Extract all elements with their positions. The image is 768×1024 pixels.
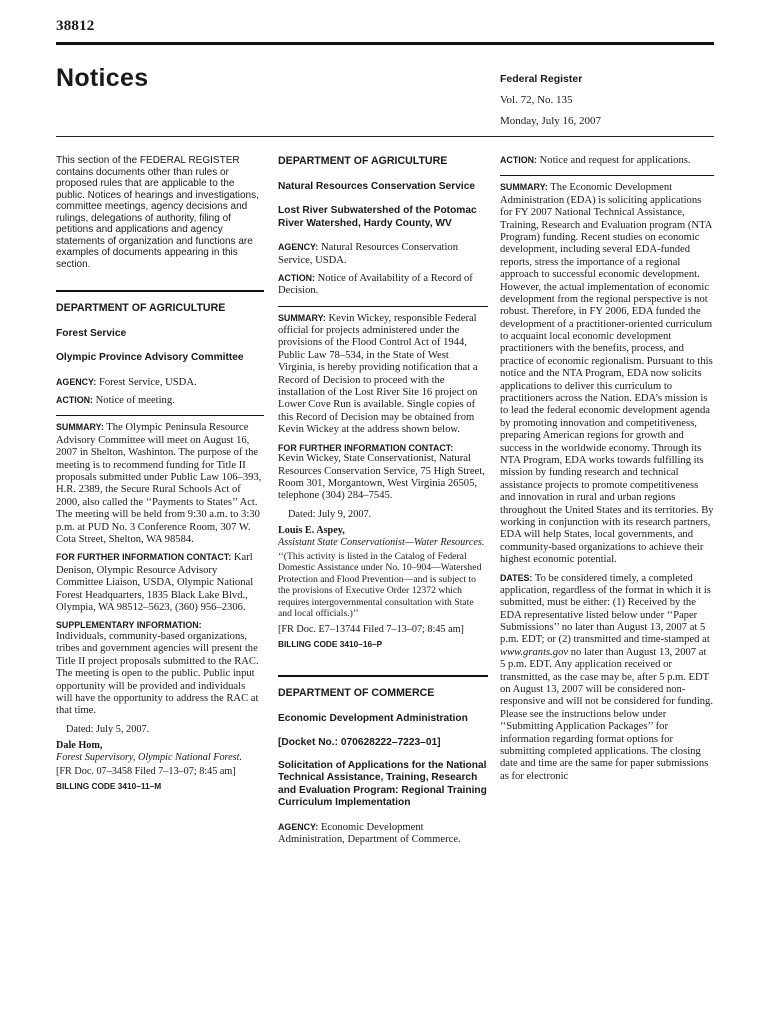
notice2-summary (278, 313, 488, 437)
notice1-billing-code: BILLING CODE 3410–11–M (56, 781, 162, 792)
page-number: 38812 (56, 18, 95, 34)
agency-text: Economic Development Administration, Department of Commerce. (278, 821, 461, 846)
agency-label: AGENCY: (56, 376, 97, 387)
section-title: Notices (56, 64, 149, 92)
notice2-fr-doc: [FR Doc. E7–13744 Filed 7–13–07; 8:45 am] (278, 623, 464, 635)
dates-text-a: To be considered timely, a completed application, regardless of the format in which it is submitted, must be either: (1) Received by the EDA representative listed below under ‘‘Paper Submissions’’ no later than August 13, 2007 at 5 p.m. EDT; or (2) transmitted and time-stamped at (500, 572, 711, 646)
notice2-action (278, 273, 488, 298)
notice3-department: DEPARTMENT OF COMMERCE (278, 686, 435, 699)
dates-text-b: no later than August 13, 2007 at 5 p.m. EDT. Any application received or transmitted, as the case may be, after 5 p.m. EDT on August 13, 2007 will be considered non-responsive and will not be considered for funding. Please see the instructions below under ‘‘Submitting Application Packages’’ for information regarding format options for submitting completed applications. The closing date and time are the same for paper submissions as for electronic (500, 646, 714, 782)
agency-text: Forest Service, USDA. (98, 376, 197, 388)
notice1-divider (56, 415, 264, 416)
section-intro: This section of the FEDERAL REGISTER contains documents other than rules or proposed rules that are applicable to the public. Notices of hearings and investigations, committee meetings, agency decisions and rulings, delegations of authority, filing of petitions and applications and agency statements of organization and functions are examples of documents appearing in this section. (56, 155, 259, 270)
agency-label: AGENCY: (278, 242, 319, 253)
action-label: ACTION: (500, 155, 537, 165)
notice3-summary (500, 182, 714, 566)
notice1-agency (56, 377, 264, 389)
summary-text: The Olympic Peninsula Resource Advisory Committee will meet on August 16, 2007 in Shelton, Washinton. The purpose of the meeting is to recommend funding for Title II proposals submitted under Public Law 106–393, H.R. 2389, the Secure Rural Schools Act of 2000, also called the ‘‘Payments to States’’ Act. The meeting will be held from 9:30 a.m. to 3:30 p.m. at PUD No. 3 Conference Room, 307 W. Cota Street, Shelton, WA 98584. (56, 422, 262, 545)
notice2-catalog-note: ‘‘(This activity is listed in the Catalog of Federal Domestic Assistance under No. 10–904—Watershed Protection and Flood Prevention—and is subject to the provisions of Executive Order 12372 which requires intergovernmental consultation with State and local officials.)’’ (278, 550, 482, 620)
summary-label: SUMMARY: (56, 422, 104, 433)
notice2-contact-text: Kevin Wickey, State Conservationist, Natural Resources Conservation Service, 75 High Street, Room 301, Morgantown, West Virginia 26505, telephone (304) 284–7545. (278, 453, 485, 502)
action-label: ACTION: (278, 272, 315, 283)
action-label: ACTION: (56, 395, 93, 406)
masthead-info (500, 73, 720, 136)
publication-name: Federal Register (500, 73, 583, 85)
notice1-subject: Olympic Province Advisory Committee (56, 352, 244, 364)
column-3 (500, 155, 714, 1024)
notice1-sub-agency: Forest Service (56, 328, 127, 339)
section-divider (56, 290, 264, 292)
action-text: Notice and request for applications. (539, 155, 691, 166)
notice3-action (500, 155, 714, 167)
notice3-subject: Solicitation of Applications for the National Technical Assistance, Training, Research and Evaluation Program: Regional Training Curriculum Implementation (278, 759, 487, 809)
summary-label: SUMMARY: (278, 312, 326, 323)
column-2 (278, 155, 488, 1024)
notice2-department: DEPARTMENT OF AGRICULTURE (278, 155, 448, 167)
notice1-fr-doc: [FR Doc. 07–3458 Filed 7–13–07; 8:45 am] (56, 765, 236, 777)
notice2-signer-title: Assistant State Conservationist—Water Resources. (278, 537, 485, 549)
notice1-summary (56, 422, 264, 546)
notice1-action (56, 395, 264, 407)
column-1 (56, 155, 264, 1024)
notice3-agency (278, 822, 488, 847)
notice1-signer: Dale Hom, (56, 740, 103, 752)
notice1-dated: Dated: July 5, 2007. (66, 723, 150, 735)
masthead-rule (56, 136, 714, 137)
notice1-supplementary-label: SUPPLEMENTARY INFORMATION: (56, 620, 202, 631)
summary-text: The Economic Development Administration (EDA) is soliciting applications for FY 2007 National Technical Assistance, Training, Research and Evaluation program (NTA Program) funding. Recent studies on economic development, including several EDA-funded reports, stress the importance of a regional approach to successful economic development. However, the actual implementation of economic development from the regional perspective is not robust. Therefore, in FY 2006, EDA funded the development of a practitioner-oriented curriculum to acquaint local economic development practitioners with the benefits, process, and practice of economic regionalism. Pursuant to this notice and the NTA Program, EDA now solicits applications to deliver this curriculum to practitioners across the Nation. EDA’s mission is to lead the federal economic development agenda by promoting innovation and competitiveness, preparing American regions for growth and success in the worldwide economy. Through its NTA Program, EDA works towards fulfilling its mission by funding research and technical assistance projects to promote competitiveness and innovation in rural and urban regions throughout the United States and its territories. By working in conjunction with its research partners, EDA will help States, local governments, and community-based organizations to achieve their highest economic potential. (500, 182, 714, 566)
action-text: Notice of Availability of a Record of Decision. (278, 272, 473, 297)
dates-label: DATES: (500, 572, 533, 583)
notice1-signer-title: Forest Supervisory, Olympic National Forest. (56, 752, 242, 764)
notice2-sub-agency: Natural Resources Conservation Service (278, 181, 476, 192)
agency-label: AGENCY: (278, 821, 319, 832)
agency-text: Natural Resources Conservation Service, USDA. (278, 242, 459, 266)
contact-text: Karl Denison, Olympic Resource Advisory Committee Liaison, USDA, Olympic National Forest Headquarters, 1835 Black Lake Blvd., Olympia, WA 98512–5623, (360) 956–2306. (56, 552, 254, 613)
notice2-signer: Louis E. Aspey, (278, 525, 345, 537)
notice2-contact-label: FOR FURTHER INFORMATION CONTACT: (278, 442, 454, 453)
grants-gov-link[interactable]: www.grants.gov (500, 646, 569, 658)
section-divider (278, 675, 488, 677)
notice3-dates (500, 573, 714, 784)
notice3-sub-agency: Economic Development Administration (278, 712, 468, 724)
header-rule (56, 42, 714, 45)
notice2-divider (278, 306, 488, 307)
volume-number: Vol. 72, No. 135 (500, 94, 573, 106)
issue-date: Monday, July 16, 2007 (500, 115, 602, 127)
action-text: Notice of meeting. (95, 395, 175, 407)
summary-text: Kevin Wickey, responsible Federal official for projects administered under the provisions of the Flood Control Act of 1944, Public Law 78–534, in the State of West Virginia, is hereby providing notification that a Record of Decision to proceed with the installation of the Lost River Site 16 project on Lower Cove Run is available. Single copies of this Record of Decision may be obtained from Kevin Wickey at the address shown below. (278, 312, 478, 436)
notice1-supplementary-text: Individuals, community-based organizations, tribes and government agencies will present the Title II project proposals submitted to the RAC. The meeting is open to the public. Public input opportunity will be provided and individuals will have the opportunity to address the RAC at that time. (56, 631, 259, 717)
notice1-department: DEPARTMENT OF AGRICULTURE (56, 302, 226, 314)
summary-label: SUMMARY: (500, 182, 548, 193)
contact-label: FOR FURTHER INFORMATION CONTACT: (56, 552, 232, 563)
notice2-billing-code: BILLING CODE 3410–16–P (278, 638, 383, 649)
notice1-contact (56, 552, 264, 614)
notice3-docket: [Docket No.: 070628222–7223–01] (278, 736, 441, 748)
notice3-divider (500, 175, 714, 176)
notice2-agency (278, 242, 488, 267)
notice2-subject: Lost River Subwatershed of the Potomac River Watershed, Hardy County, WV (278, 205, 477, 229)
notice2-dated: Dated: July 9, 2007. (288, 508, 372, 520)
